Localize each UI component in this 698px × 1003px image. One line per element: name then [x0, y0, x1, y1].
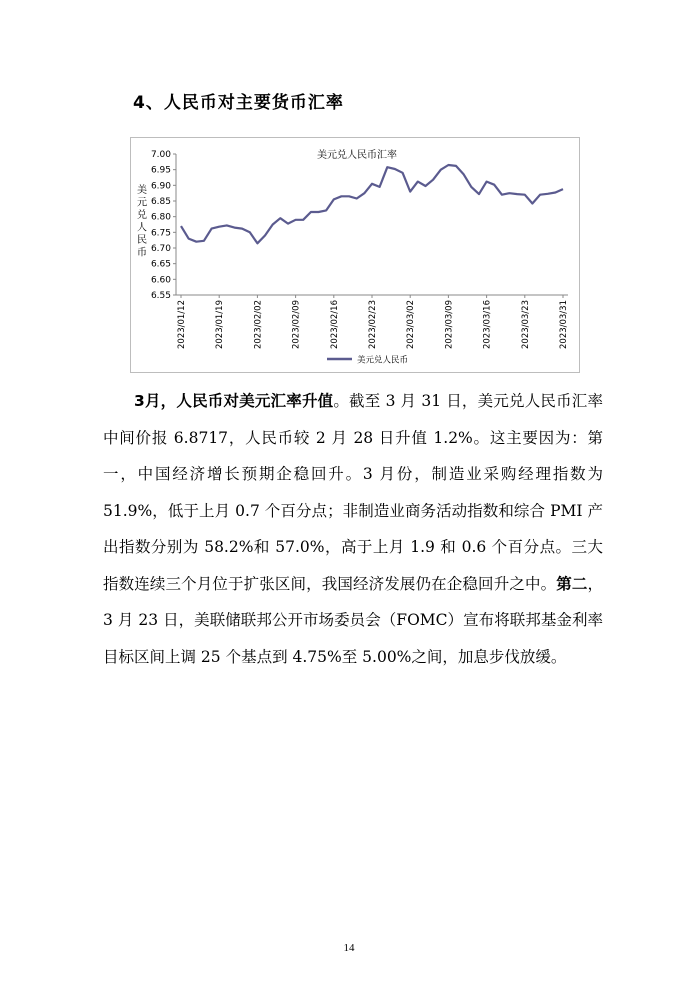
x-tick-label: 2023/03/16 — [482, 300, 493, 349]
body-paragraph — [103, 383, 603, 675]
x-tick-label: 2023/02/09 — [291, 300, 302, 349]
body-text-2: ，3 月 23 日，美联储联邦公开市场委员会（FOMC）宣布将联邦基金利率目标区间上调 25 个基点到 4.75%至 5.00%之间，加息步伐放缓。 — [103, 574, 603, 666]
x-tick-label: 2023/01/12 — [177, 300, 187, 349]
y-axis-label: 美元兑人民币 — [137, 185, 147, 259]
body-text-1: 。截至 3 月 31 日，美元兑人民币汇率中间价报 6.8717，人民币较 2 月 28 日升值 1.2%。这主要因为：第一，中国经济增长预期企稳回升。3 月份，制造业采购经理指数为 51.9%，低于上月 0.7 个百分点；非制造业商务活动指数和综合 PMI 产出指数分别为 58.2%和 57.0%，高于上月 1.9 和 0.6 个百分点。三大指数连续三个月位于扩张区间，我国经济发展仍在企稳回升之中。 — [103, 392, 604, 593]
chart-title: 美元兑人民币汇率 — [317, 150, 397, 161]
y-tick-label: 6.95 — [150, 165, 171, 176]
chart-canvas — [131, 138, 581, 374]
x-tick-label: 2023/02/02 — [253, 300, 264, 349]
y-tick-label: 6.75 — [150, 228, 171, 239]
y-tick-label: 6.80 — [150, 212, 171, 223]
legend-label: 美元兑人民币 — [357, 355, 409, 366]
y-tick-label: 6.85 — [150, 197, 171, 207]
section-heading: 4、人民币对主要货币汇率 — [133, 93, 344, 113]
bold-second: 第二 — [556, 574, 588, 593]
x-tick-label: 2023/03/23 — [520, 300, 531, 349]
x-tick-label: 2023/01/19 — [215, 300, 226, 349]
y-tick-label: 6.90 — [150, 181, 171, 192]
series-line-usd-cny — [181, 165, 563, 243]
page-number: 14 — [343, 942, 355, 954]
x-tick-label: 2023/03/02 — [406, 300, 417, 349]
exchange-rate-chart — [130, 137, 580, 373]
x-tick-label: 2023/03/09 — [444, 300, 455, 349]
y-tick-label: 6.60 — [150, 275, 171, 286]
x-tick-label: 2023/02/16 — [329, 300, 340, 349]
bold-lead: 3月，人民币对美元汇率升值 — [134, 392, 334, 410]
y-tick-label: 6.65 — [150, 259, 171, 270]
y-tick-label: 7.00 — [150, 150, 171, 160]
x-tick-label: 2023/02/23 — [368, 300, 378, 349]
y-tick-label: 6.55 — [150, 291, 171, 301]
y-tick-label: 6.70 — [150, 244, 171, 254]
x-tick-label: 2023/03/31 — [559, 300, 569, 349]
